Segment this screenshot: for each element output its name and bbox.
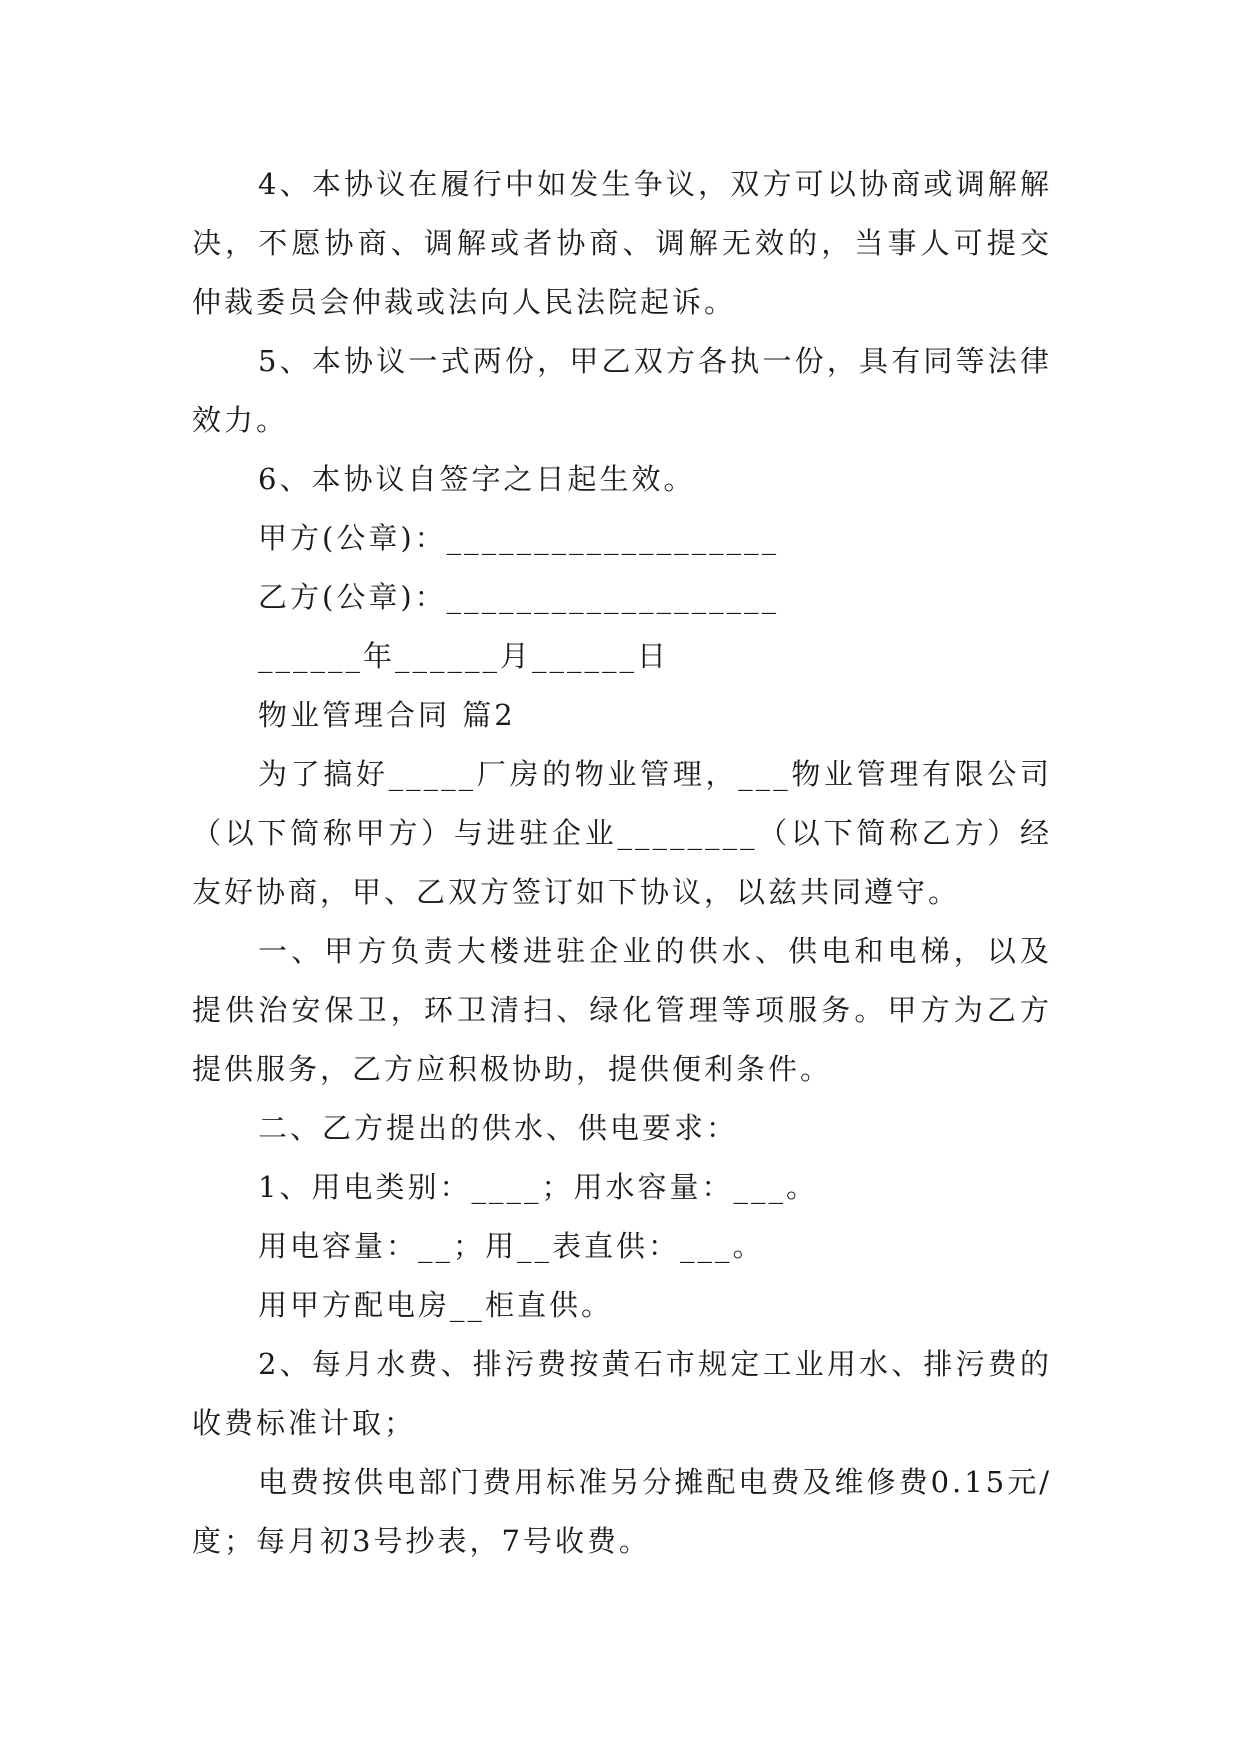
section-heading: 物业管理合同 篇2 (258, 698, 516, 732)
electricity-fee-paragraph: 电费按供电部门费用标准另分摊配电费及维修费0.15元/度；每月初3号抄表，7号收费。 (192, 1465, 1052, 1558)
power-capacity-line: 用电容量：__；用__表直供：___。 (258, 1229, 765, 1263)
document-body (192, 155, 1052, 1571)
item-2-paragraph: 2、每月水费、排污费按黄石市规定工业用水、排污费的收费标准计取； (192, 1347, 1052, 1440)
distribution-room-line: 用甲方配电房__柜直供。 (258, 1288, 614, 1322)
clause-5-paragraph: 5、本协议一式两份，甲乙双方各执一份，具有同等法律效力。 (192, 344, 1052, 437)
party-a-seal-line: 甲方(公章)：___________________ (258, 521, 780, 555)
party-b-seal-line: 乙方(公章)：___________________ (258, 580, 780, 614)
clause-4-paragraph: 4、本协议在履行中如发生争议，双方可以协商或调解解决，不愿协商、调解或者协商、调解无效的，当事人可提交仲裁委员会仲裁或法向人民法院起诉。 (192, 167, 1052, 319)
article-1-paragraph: 一、甲方负责大楼进驻企业的供水、供电和电梯，以及提供治安保卫，环卫清扫、绿化管理等项服务。甲方为乙方提供服务，乙方应积极协助，提供便利条件。 (192, 934, 1052, 1086)
intro-paragraph: 为了搞好_____厂房的物业管理，___物业管理有限公司（以下简称甲方）与进驻企业________（以下简称乙方）经友好协商，甲、乙双方签订如下协议，以兹共同遵守。 (192, 757, 1052, 909)
date-line: ______年______月______日 (258, 639, 670, 673)
clause-6-paragraph: 6、本协议自签字之日起生效。 (258, 462, 696, 496)
article-2-heading: 二、乙方提出的供水、供电要求： (258, 1111, 739, 1145)
item-1-line: 1、用电类别：____；用水容量：___。 (258, 1170, 818, 1204)
